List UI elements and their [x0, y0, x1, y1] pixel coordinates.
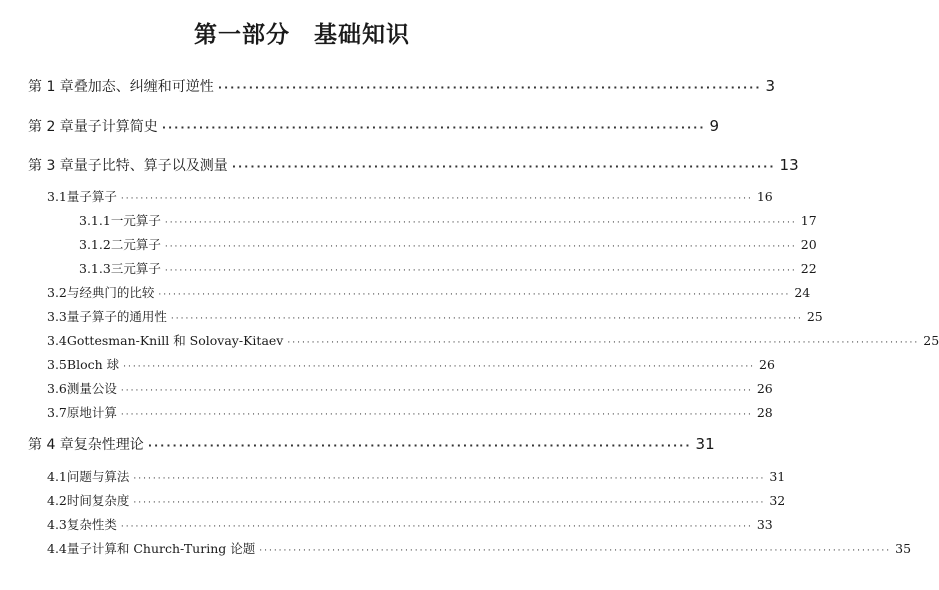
toc-page-number: 32: [769, 493, 786, 508]
toc-page-number: 24: [794, 285, 811, 300]
toc-title: 三元算子: [110, 261, 161, 276]
toc-title: 问题与算法: [66, 469, 130, 484]
toc-number: 第 1 章: [28, 79, 74, 95]
dot-leader: ··································································································································: [123, 362, 756, 372]
toc-title: 量子计算和 Church-Turing 论题: [66, 541, 256, 556]
page-title: 第一部分 基础知识: [194, 21, 410, 48]
dot-leader: ··································································································································: [259, 546, 892, 556]
toc-title: Bloch 球: [66, 357, 120, 372]
toc-section-3-4[interactable]: [47, 331, 939, 349]
toc-page-number: 3: [765, 77, 776, 95]
toc-page-number: 13: [779, 156, 799, 174]
toc-number: 第 2 章: [28, 119, 74, 135]
toc-page-number: 26: [756, 381, 773, 396]
toc-number: 3.4: [47, 333, 67, 348]
toc-title: 量子比特、算子以及测量: [73, 158, 228, 174]
dot-leader: ··································································································································: [133, 498, 766, 508]
toc-chapter-2[interactable]: [28, 116, 720, 136]
toc-number: 4.1: [47, 469, 67, 484]
toc-subsection-3-1-1[interactable]: [79, 211, 817, 229]
toc-title: 原地计算: [66, 405, 117, 420]
toc-section-4-3[interactable]: [47, 515, 773, 533]
dot-leader: ··································································································································: [158, 290, 791, 300]
dot-leader: ··································································································································: [170, 314, 803, 324]
toc-page-number: 28: [756, 405, 773, 420]
toc-page-number: 26: [759, 357, 775, 372]
dot-leader: ··································································································································: [120, 194, 753, 204]
toc-title: 量子算子: [66, 189, 117, 204]
toc-title: 量子计算简史: [73, 119, 158, 135]
toc-page-number: 33: [756, 517, 773, 532]
toc-section-3-6[interactable]: [47, 379, 773, 397]
toc-page-number: 25: [923, 333, 939, 348]
toc-title: 二元算子: [110, 237, 161, 252]
toc-page-number: 9: [709, 117, 720, 135]
toc-section-4-1[interactable]: [47, 467, 786, 485]
toc-title: 叠加态、纠缠和可逆性: [73, 79, 214, 95]
toc-number: 3.2: [47, 285, 67, 300]
dot-leader: ························································································: [217, 81, 762, 94]
toc-number: 4.2: [47, 493, 67, 508]
toc-section-3-3[interactable]: [47, 307, 823, 325]
dot-leader: ··································································································································: [164, 218, 797, 228]
toc-title: 时间复杂度: [66, 493, 130, 508]
toc-title: 与经典门的比较: [66, 285, 155, 300]
toc-number: 3.7: [47, 405, 67, 420]
toc-page-number: 20: [800, 237, 817, 252]
dot-leader: ··································································································································: [164, 242, 797, 252]
toc-number: 3.5: [47, 357, 67, 372]
toc-page-number: 31: [695, 435, 715, 453]
toc-number: 3.1.2: [79, 237, 111, 252]
dot-leader: ··································································································································: [287, 338, 920, 348]
dot-leader: ··································································································································: [120, 410, 753, 420]
toc-page-number: 22: [800, 261, 817, 276]
dot-leader: ··································································································································: [120, 386, 753, 396]
toc-chapter-4[interactable]: [28, 434, 715, 454]
toc-title: 一元算子: [110, 213, 161, 228]
dot-leader: ··································································································································: [120, 522, 753, 532]
toc-section-4-2[interactable]: [47, 491, 786, 509]
dot-leader: ························································································: [161, 121, 706, 134]
toc-number: 3.1.1: [79, 213, 111, 228]
toc-number: 第 3 章: [28, 158, 74, 174]
toc-title: 量子算子的通用性: [66, 309, 167, 324]
toc-number: 3.3: [47, 309, 67, 324]
toc-number: 3.6: [47, 381, 67, 396]
dot-leader: ··································································································································: [133, 474, 766, 484]
toc-page-number: 31: [769, 469, 786, 484]
toc-page-number: 25: [806, 309, 823, 324]
toc-number: 3.1.3: [79, 261, 111, 276]
toc-title: 复杂性类: [66, 517, 117, 532]
toc-number: 第 4 章: [28, 437, 74, 453]
toc-subsection-3-1-2[interactable]: [79, 235, 817, 253]
toc-number: 4.3: [47, 517, 67, 532]
dot-leader: ························································································: [147, 439, 692, 452]
toc-section-3-2[interactable]: [47, 283, 811, 301]
toc-page-number: 17: [800, 213, 817, 228]
toc-page-number: 16: [756, 189, 773, 204]
toc-title: 测量公设: [66, 381, 117, 396]
toc-section-3-7[interactable]: [47, 403, 773, 421]
toc-section-4-4[interactable]: [47, 539, 912, 557]
toc-title: Gottesman-Knill 和 Solovay-Kitaev: [66, 333, 284, 348]
toc-number: 4.4: [47, 541, 67, 556]
dot-leader: ··································································································································: [164, 266, 797, 276]
toc-page-number: 35: [895, 541, 912, 556]
toc-section-3-1[interactable]: [47, 187, 773, 205]
toc-chapter-1[interactable]: [28, 76, 776, 96]
toc-title: 复杂性理论: [73, 437, 144, 453]
toc-subsection-3-1-3[interactable]: [79, 259, 817, 277]
dot-leader: ························································································: [231, 160, 776, 173]
toc-chapter-3[interactable]: [28, 155, 799, 175]
toc-section-3-5[interactable]: [47, 355, 775, 373]
toc-number: 3.1: [47, 189, 67, 204]
